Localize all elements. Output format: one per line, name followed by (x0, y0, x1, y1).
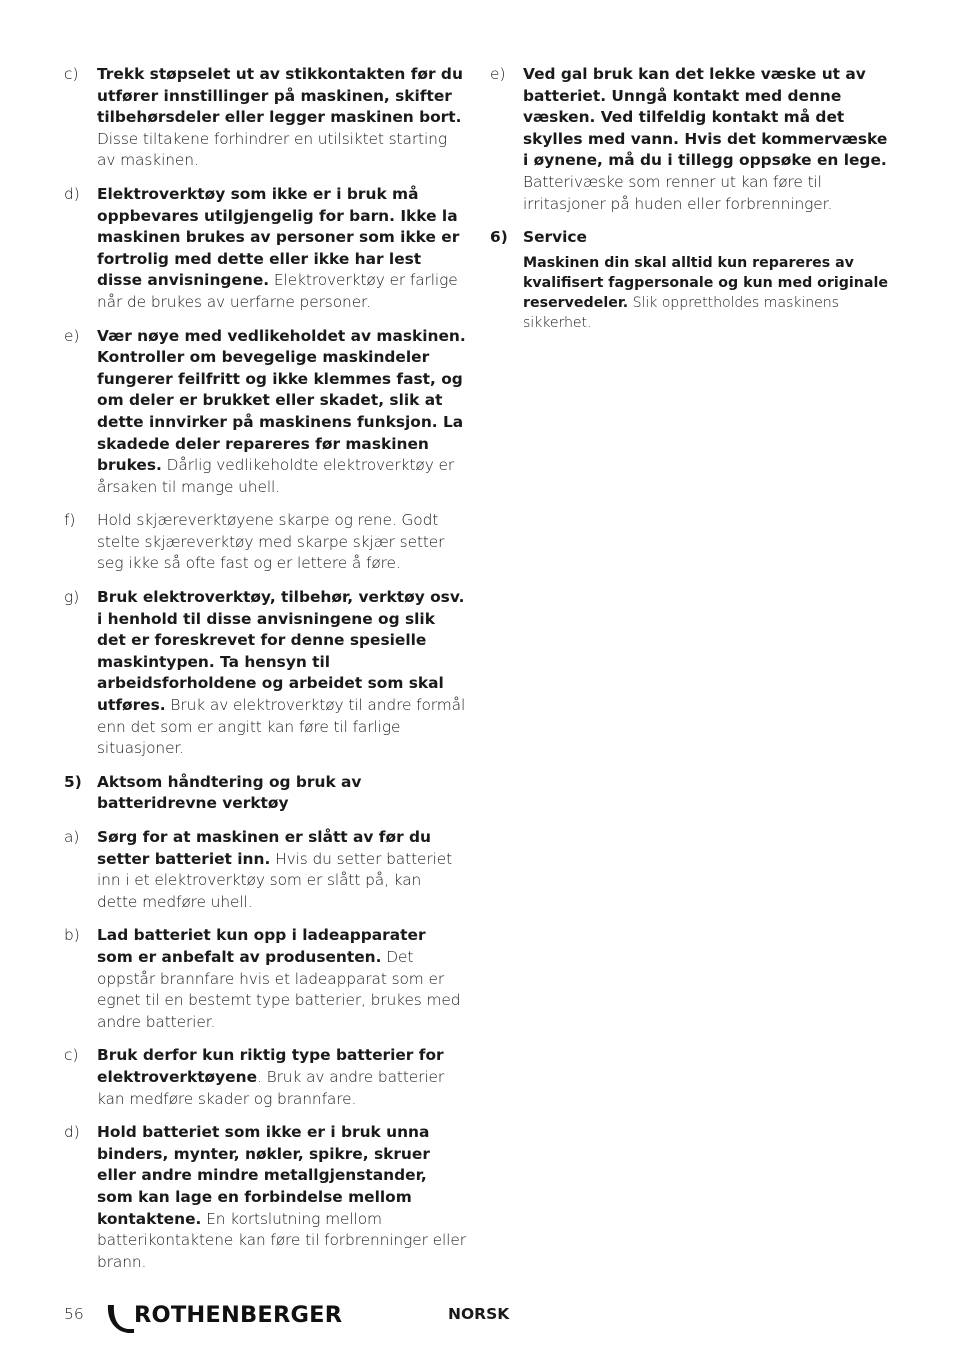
item-normal-text: Dårlig vedlikeholdte elektroverktøy er årsaken til mange uhell. (97, 456, 455, 496)
page-footer (64, 1301, 894, 1337)
instruction-item (64, 587, 466, 760)
brand-logo (104, 1301, 364, 1337)
item-normal-text: Hvis du setter batteriet inn i et elektroverktøy som er slått på, kan dette medføre uhell. (97, 849, 453, 911)
item-normal-text: En kortslutning mellom batterikontaktene kan føre til forbrenninger eller brann. (97, 1209, 466, 1271)
item-normal-text: Elektroverktøy er farlige når de brukes av uerfarne personer. (97, 271, 458, 311)
item-bold-text: Lad batteriet kun opp i ladeapparater som er anbefalt av produsenten. (97, 926, 426, 966)
service-normal-text: Slik opprettholdes maskinens sikkerhet. (523, 294, 839, 331)
item-text (97, 1045, 466, 1110)
item-normal-text: Bruk av elektroverktøy til andre formål enn det som er angitt kan føre til farlige situasjoner. (97, 696, 466, 758)
instruction-item (64, 1122, 466, 1273)
item-normal-text: Batterivæske som renner ut kan føre til irritasjoner på huden eller forbrenninger. (523, 172, 833, 213)
instruction-item (64, 827, 466, 913)
item-label: g) (64, 588, 80, 607)
section-heading (490, 227, 894, 249)
left-column (64, 64, 466, 1285)
brand-name: ROTHENBERGER (134, 1302, 343, 1328)
item-text (97, 827, 466, 913)
section-number: 6) (490, 228, 508, 247)
item-text (97, 326, 466, 499)
item-label: f) (64, 511, 76, 530)
item-label: e) (64, 326, 80, 345)
item-label: c) (64, 65, 79, 83)
item-label: b) (64, 926, 80, 945)
section-title: Aktsom håndtering og bruk av batteridrevne verktøy (97, 772, 362, 813)
item-bold-text: Hold batteriet som ikke er i bruk unna binders, mynter, nøkler, spikre, skruer eller andre mindre metallgjenstander, som kan lage en forbindelse mellom kontaktene. (97, 1123, 430, 1228)
item-bold-text: Vær nøye med vedlikeholdet av maskinen. Kontroller om bevegelige maskindeler fungerer feilfritt og ikke klemmes fast, og om deler er brukket eller skadet, slik at dette innvirker på maskinens funksjon. La skadede deler repareres før maskinen brukes. (97, 326, 466, 475)
item-label: d) (64, 1123, 80, 1142)
logo-swoosh-icon (104, 1301, 138, 1337)
instruction-item (64, 1045, 466, 1110)
item-text (97, 64, 466, 172)
item-normal-text: Hold skjæreverktøyene skarpe og rene. Godt stelte skjæreverktøy med skarpe skjær setter seg ikke så ofte fast og er lettere å føre. (97, 511, 445, 573)
item-normal-text: Det oppstår brannfare hvis et ladeapparat som er egnet til en bestemt type batterier, brukes med andre batterier. (97, 947, 461, 1031)
item-text (97, 1122, 466, 1273)
instruction-item (64, 326, 466, 499)
item-bold-text: Trekk støpselet ut av stikkontakten før du utfører innstillinger på maskinen, skifter tilbehørsdeler eller legger maskinen bort. (97, 65, 463, 127)
service-text (523, 253, 894, 333)
item-text (97, 925, 466, 1033)
item-bold-text: Bruk elektroverktøy, tilbehør, verktøy osv. i henhold til disse anvisningene og slik det er foreskrevet for denne spesielle maskintypen. Ta hensyn til arbeidsforholdene og arbeidet som skal utføres. (97, 588, 465, 715)
instruction-item (64, 925, 466, 1033)
item-label: e) (490, 65, 506, 83)
item-text (97, 184, 466, 314)
instruction-item (64, 184, 466, 314)
instruction-item (490, 64, 894, 215)
item-label: c) (64, 1046, 79, 1065)
item-text (97, 587, 466, 760)
item-label: d) (64, 184, 80, 203)
item-label: a) (64, 828, 80, 846)
service-bold-text: Maskinen din skal alltid kun repareres av kvalifisert fagpersonale og kun med originale reservedeler. (523, 254, 888, 311)
right-column (490, 64, 894, 333)
item-text (523, 64, 894, 215)
instruction-item (64, 510, 466, 575)
item-bold-text: Bruk derfor kun riktig type batterier for elektroverktøyene (97, 1046, 444, 1086)
item-normal-text: Disse tiltakene forhindrer en utilsiktet starting av maskinen. (97, 129, 447, 170)
language-label: NORSK (448, 1305, 510, 1323)
page-number: 56 (64, 1305, 84, 1323)
item-bold-text: Sørg for at maskinen er slått av før du setter batteriet inn. (97, 828, 431, 868)
section-title: Service (523, 228, 587, 247)
item-bold-text: Ved gal bruk kan det lekke væske ut av batteriet. Unngå kontakt med denne væsken. Ved tilfeldig kontakt må det skylles med vann. Hvis det kommervæske i øynene, må du i tillegg oppsøke en lege. (523, 65, 888, 170)
item-normal-text: . Bruk av andre batterier kan medføre skader og brannfare. (97, 1067, 445, 1108)
item-bold-text: Elektroverktøy som ikke er i bruk må oppbevares utilgjengelig for barn. Ikke la maskinen brukes av personer som ikke er fortrolig med dette eller ikke har lest disse anvisningene. (97, 184, 460, 290)
instruction-item (64, 64, 466, 172)
item-text (97, 510, 466, 575)
section-heading (64, 772, 466, 815)
section-number: 5) (64, 772, 82, 791)
